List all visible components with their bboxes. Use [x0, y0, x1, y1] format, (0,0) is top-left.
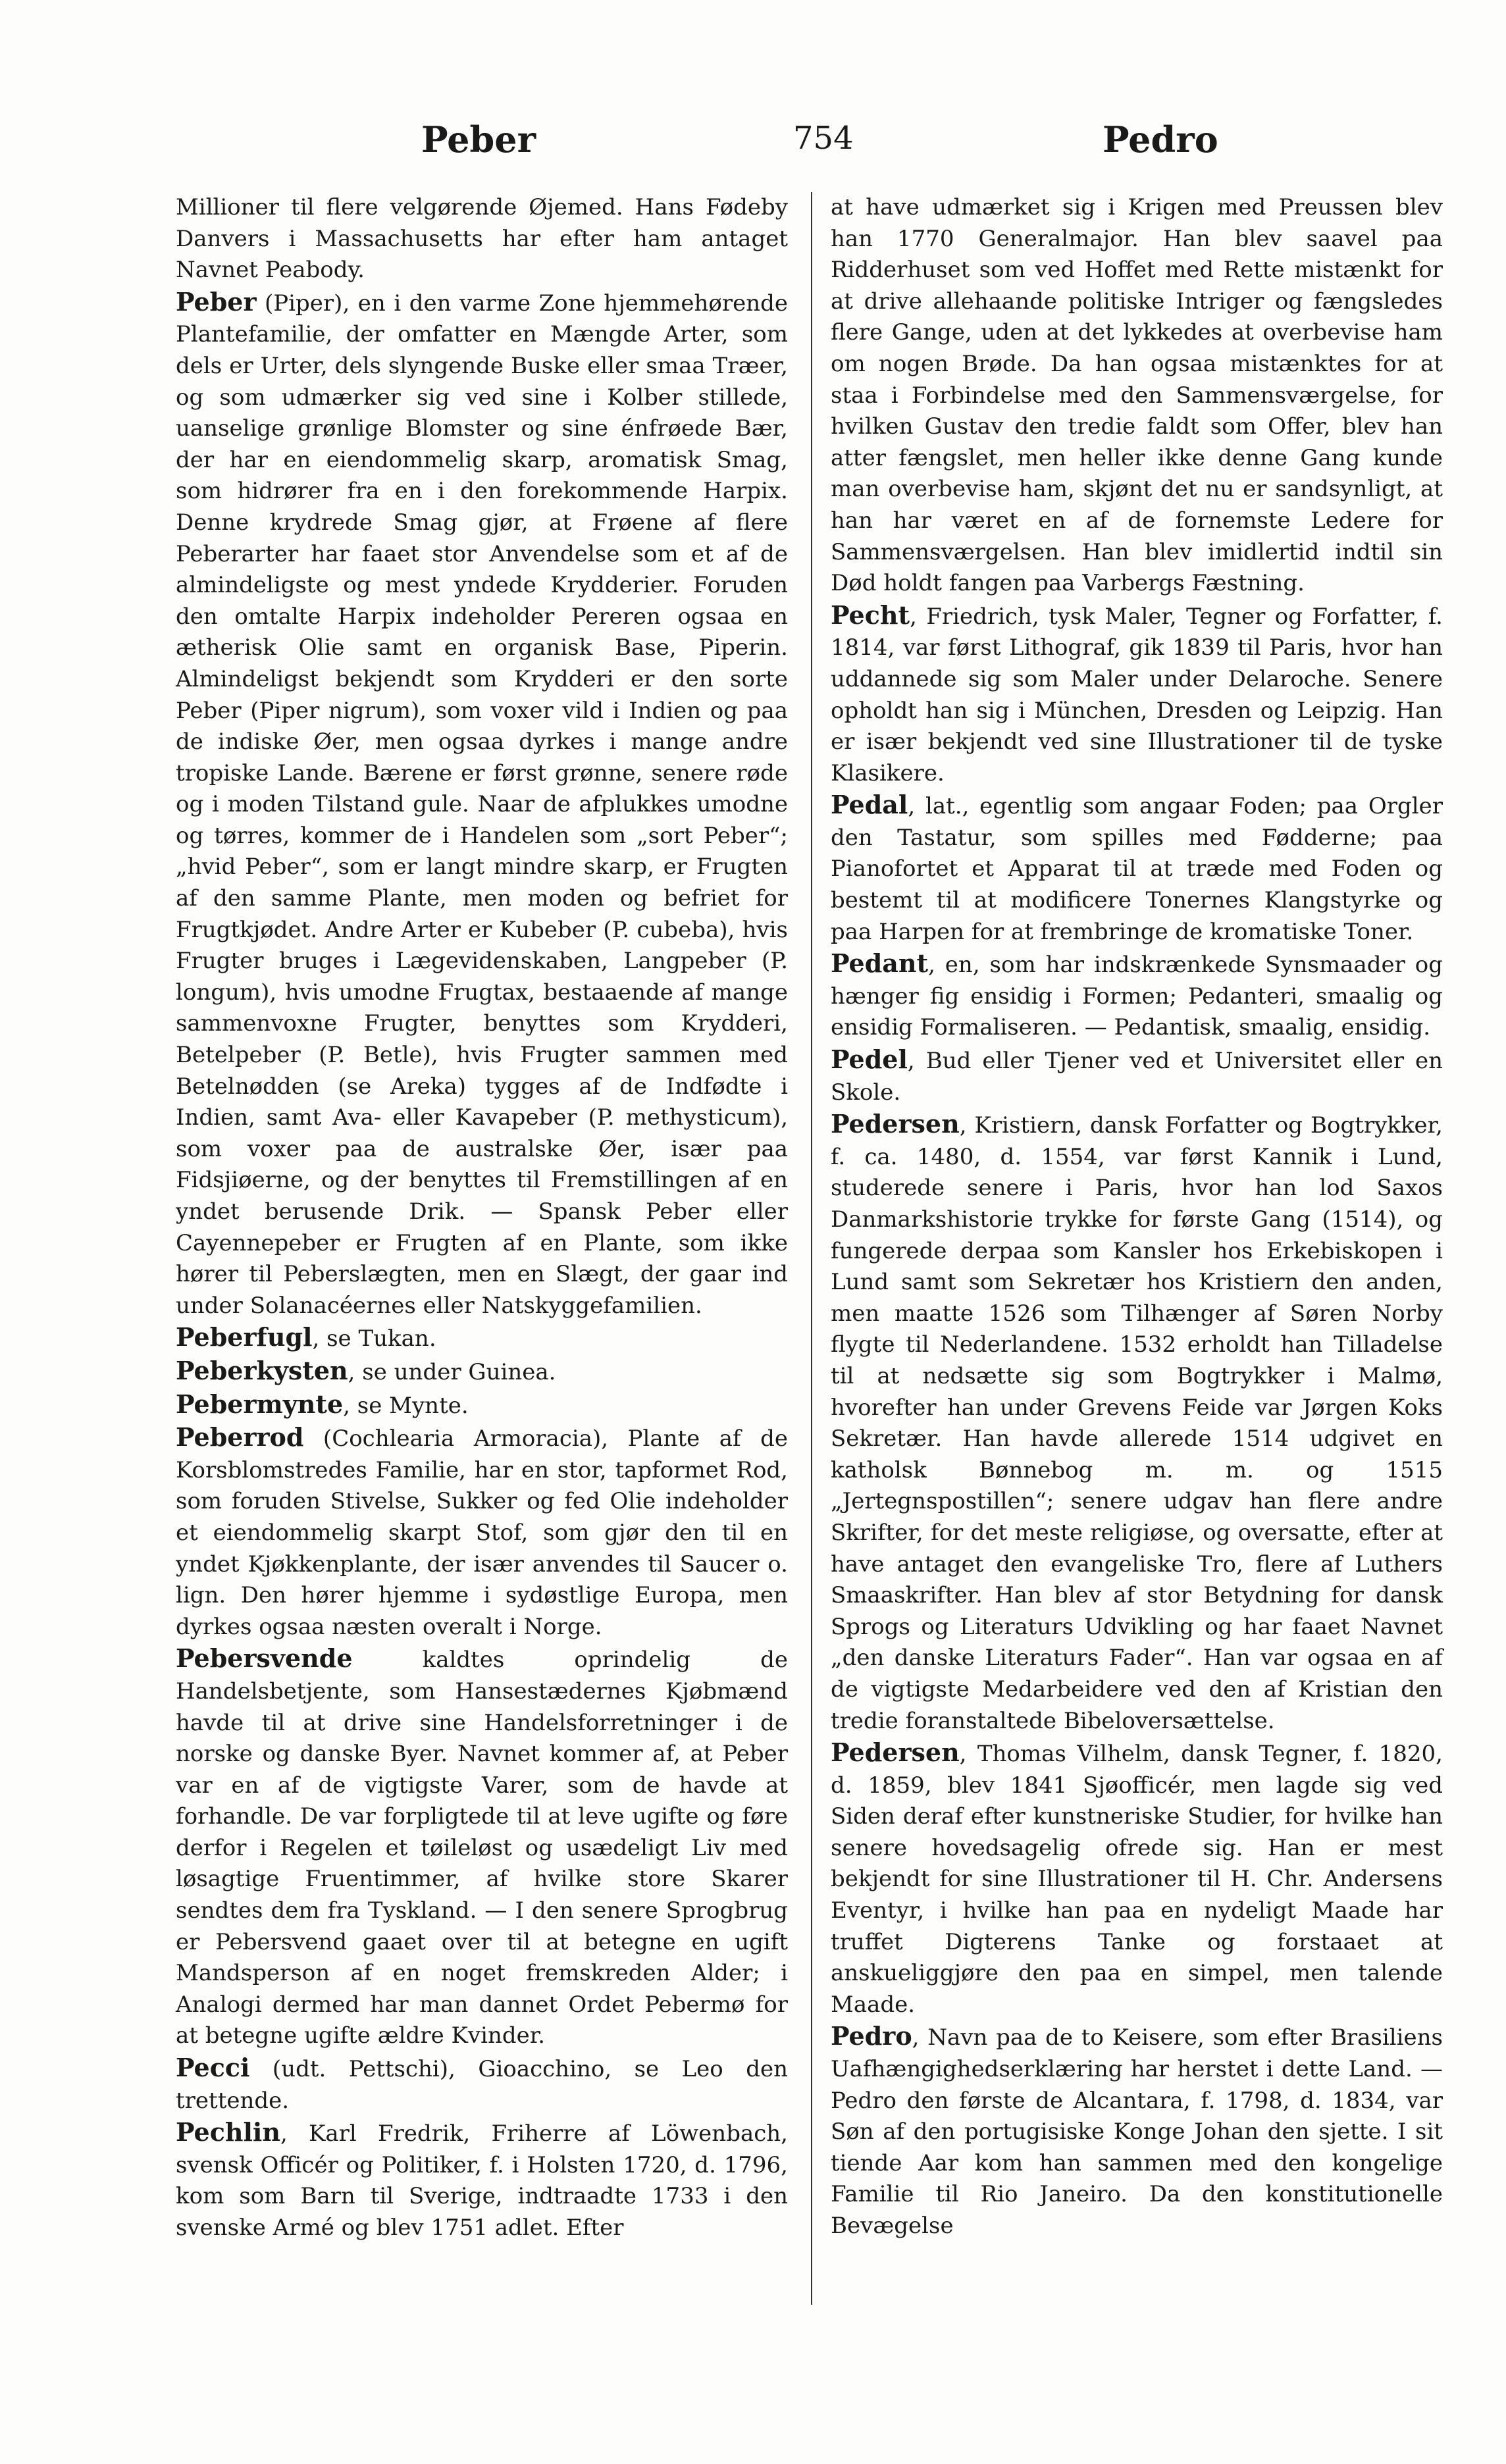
- dictionary-entry: [176, 1322, 788, 1355]
- entry-headword: Pedro: [831, 2021, 912, 2051]
- entry-text: , Karl Fredrik, Friherre af Löwenbach, svensk Officér og Politiker, f. i Holsten 1720, d. 1796, kom som Barn til Sverige, indtraadte 1733 i den svenske Armé og blev 1751 adlet. Efter: [176, 2120, 788, 2241]
- entry-text: (udt. Pettschi), Gioacchino, se Leo den trettende.: [176, 2056, 788, 2114]
- entry-headword: Peberfugl: [176, 1322, 313, 1352]
- entry-headword: Pedersen: [831, 1109, 960, 1139]
- continuation-paragraph: Millioner til flere velgørende Øjemed. Hans Fødeby Danvers i Massachusetts har efter ham antaget Navnet Peabody.: [176, 194, 788, 284]
- right-column: [831, 192, 1443, 2242]
- entry-headword: Pechlin: [176, 2117, 280, 2147]
- entry-headword: Pebersvende: [176, 1643, 353, 1674]
- entry-text: , se under Guinea.: [348, 1358, 556, 1385]
- dictionary-entry: [831, 1044, 1443, 1108]
- entry-text: , en, som har indskrænkede Synsmaader og hænger fig ensidig i Formen; Pedanteri, smaalig og ensidig Formaliseren. — Pedantisk, smaalig, ensidig.: [831, 952, 1443, 1041]
- entry-text: , lat., egentlig som angaar Foden; paa Orgler den Tastatur, som spilles med Fødderne; paa Pianofortet et Apparat til at træde med Foden og bestemt til at modificere Tonernes Klangstyrke og paa Harpen for at frembringe de kromatiske Toner.: [831, 793, 1443, 945]
- entry-text: kaldtes oprindelig de Handelsbetjente, som Hansestædernes Kjøbmænd havde til at drive sine Handelsforretninger i de norske og danske Byer. Navnet kommer af, at Peber var en af de vigtigste Varer, som de havde at forhandle. De var forpligtede til at leve ugifte og føre derfor i Regelen et tøileløst og usædeligt Liv med løsagtige Fruentimmer, af hvilke store Skarer sendtes dem fra Tyskland. — I den senere Sprogbrug er Pebersvend gaaet over til at betegne en ugift Mandsperson af en noget fremskreden Alder; i Analogi dermed har man dannet Ordet Pebermø for at betegne ugifte ældre Kvinder.: [176, 1647, 788, 2049]
- entry-text: , se Tukan.: [312, 1325, 436, 1352]
- dictionary-entry: [176, 1355, 788, 1389]
- entry-headword: Peberrod: [176, 1422, 304, 1452]
- left-column: [176, 192, 788, 2244]
- entry-text: , Thomas Vilhelm, dansk Tegner, f. 1820, d. 1859, blev 1841 Sjøofficér, men lagde sig ved Siden deraf efter kunstneriske Studier, for hvilke han senere hovedsagelig ofrede sig. Han er mest bekjendt for sine Illustrationer til H. Chr. Andersens Eventyr, i hvilke han paa en nydeligt Maade har truffet Digterens Tanke og forstaaet at anskueliggjøre den paa en simpel, men talende Maade.: [831, 1741, 1443, 2018]
- dictionary-entry: [176, 1389, 788, 1422]
- entry-headword: Pedersen: [831, 1737, 960, 1768]
- column-divider: [811, 192, 812, 2305]
- entry-headword: Pecht: [831, 600, 910, 630]
- dictionary-entry: [176, 286, 788, 1322]
- entry-headword: Pedant: [831, 948, 929, 979]
- entry-text: , Navn paa de to Keisere, som efter Brasiliens Uafhængighedserklæring har herstet i dette Land. — Pedro den første de Alcantara, f. 1798, d. 1834, var Søn af den portugisiske Konge Johan den sjette. I sit tiende Aar kom han sammen med den kongelige Familie til Rio Janeiro. Da den konstitutionelle Bevægelse: [831, 2024, 1443, 2239]
- dictionary-entry: [831, 1108, 1443, 1737]
- dictionary-entry: [176, 1422, 788, 1643]
- dictionary-entry: [176, 2052, 788, 2117]
- entry-text: , Friedrich, tysk Maler, Tegner og Forfatter, f. 1814, var først Lithograf, gik 1839 til Paris, hvor han uddannede sig som Maler under Delaroche. Senere opholdt han sig i München, Dresden og Leipzig. Han er især bekjendt ved sine Illustrationer til de tyske Klasikere.: [831, 603, 1443, 786]
- entry-text: , Kristiern, dansk Forfatter og Bogtrykker, f. ca. 1480, d. 1554, var først Kannik i Lund, studerede senere i Paris, hvor han lod Saxos Danmarkshistorie trykke for første Gang (1514), og fungerede derpaa som Kansler hos Erkebiskopen i Lund samt som Sekretær hos Kristiern den anden, men maatte 1526 som Tilhænger af Søren Norby flygte til Nederlandene. 1532 erholdt han Tilladelse til at nedsætte sig som Bogtrykker i Malmø, hvorefter han under Grevens Feide var Jørgen Koks Sekretær. Han havde allerede 1514 udgivet en katholsk Bønnebog m. m. og 1515 „Jertegnspostillen“; senere udgav han flere andre Skrifter, for det meste religiøse, og oversatte, efter at have antaget den evangeliske Tro, flere af Luthers Smaaskrifter. Han blev af stor Betydning for dansk Sprogs og Literaturs Udvikling og har faaet Navnet „den danske Literaturs Fader“. Han var ogsaa en af de vigtigste Medarbeidere ved den af Kristian den tredie foranstaltede Bibeloversættelse.: [831, 1112, 1443, 1734]
- dictionary-entry: [831, 2020, 1443, 2242]
- entry-headword: Peberkysten: [176, 1355, 348, 1385]
- entry-text: (Piper), en i den varme Zone hjemmehørende Plantefamilie, der omfatter en Mængde Arter, som dels er Urter, dels slyngende Buske eller smaa Træer, og som udmærker sig ved sine i Kolber stillede, uanselige grønlige Blomster og sine énfrøede Bær, der har en eiendommelig skarp, aromatisk Smag, som hidrører fra en i den forekommende Harpix. Denne krydrede Smag gjør, at Frøene af flere Peberarter har faaet stor Anvendelse som et af de almindeligste og mest yndede Krydderier. Foruden den omtalte Harpix indeholder Pereren ogsaa en ætherisk Olie samt en organisk Base, Piperin. Almindeligst bekjendt som Krydderi er den sorte Peber (Piper nigrum), som voxer vild i Indien og paa de indiske Øer, men ogsaa dyrkes i mange andre tropiske Lande. Bærene er først grønne, senere røde og i moden Tilstand gule. Naar de afplukkes umodne og tørres, kommer de i Handelen som „sort Peber“; „hvid Peber“, som er langt mindre skarp, er Frugten af den samme Plante, men moden og befriet for Frugtkjødet. Andre Arter er Kubeber (P. cubeba), hvis Frugter bruges i Lægevidenskaben, Langpeber (P. longum), hvis umodne Frugtax, bestaaende af mange sammenvoxne Frugter, benyttes som Krydderi, Betelpeber (P. Betle), hvis Frugter sammen med Betelnødden (se Areka) tygges af de Indfødte i Indien, samt Ava- eller Kavapeber (P. methysticum), som voxer paa de australske Øer, især paa Fidsjiøerne, og der benyttes til Fremstillingen af en yndet berusende Drik. — Spansk Peber eller Cayennepeber er Frugten af en Plante, som ikke hører til Peberslægten, men en Slægt, der gaar ind under Solanacéernes eller Natskyggefamilien.: [176, 290, 788, 1319]
- dictionary-entry: [831, 600, 1443, 790]
- dictionary-entry: [831, 1737, 1443, 2020]
- entry-text: , se Mynte.: [343, 1392, 469, 1419]
- dictionary-entry: [831, 789, 1443, 948]
- page-header: [0, 112, 1506, 178]
- left-running-head: Peber: [421, 118, 536, 161]
- dictionary-entry: [176, 2117, 788, 2244]
- dictionary-entry: [176, 1643, 788, 2052]
- continuation-paragraph: at have udmærket sig i Krigen med Preussen blev han 1770 Generalmajor. Han blev saavel paa Ridderhuset som ved Hoffet med Rette mistænkt for at drive allehaande politiske Intriger og fængsledes flere Gange, uden at det lykkedes at overbevise ham om nogen Brøde. Da han ogsaa mistænktes for at staa i Forbindelse med den Sammensværgelse, for hvilken Gustav den tredie faldt som Offer, blev han atter fængslet, men heller ikke denne Gang kunde man overbevise ham, skjønt det nu er sandsynligt, at han har været en af de fornemste Ledere for Sammensværgelsen. Han blev imidlertid indtil sin Død holdt fangen paa Varbergs Fæstning.: [831, 194, 1443, 597]
- right-running-head: Pedro: [1103, 118, 1218, 161]
- entry-headword: Pedel: [831, 1044, 908, 1075]
- entry-headword: Pebermynte: [176, 1389, 344, 1419]
- entry-text: (Cochlearia Armoracia), Plante af de Korsblomstredes Familie, har en stor, tapformet Rod, som foruden Stivelse, Sukker og fed Olie indeholder et eiendommelig skarpt Stof, som gjør den til en yndet Kjøkkenplante, der især anvendes til Saucer o. lign. Den hører hjemme i sydøstlige Europa, men dyrkes ogsaa næsten overalt i Norge.: [176, 1425, 788, 1640]
- dictionary-entry: [831, 948, 1443, 1044]
- entry-headword: Peber: [176, 286, 257, 317]
- page-number: 754: [793, 120, 854, 157]
- entry-headword: Pedal: [831, 790, 908, 820]
- entry-text: , Bud eller Tjener ved et Universitet eller en Skole.: [831, 1048, 1443, 1106]
- entry-headword: Pecci: [176, 2053, 250, 2083]
